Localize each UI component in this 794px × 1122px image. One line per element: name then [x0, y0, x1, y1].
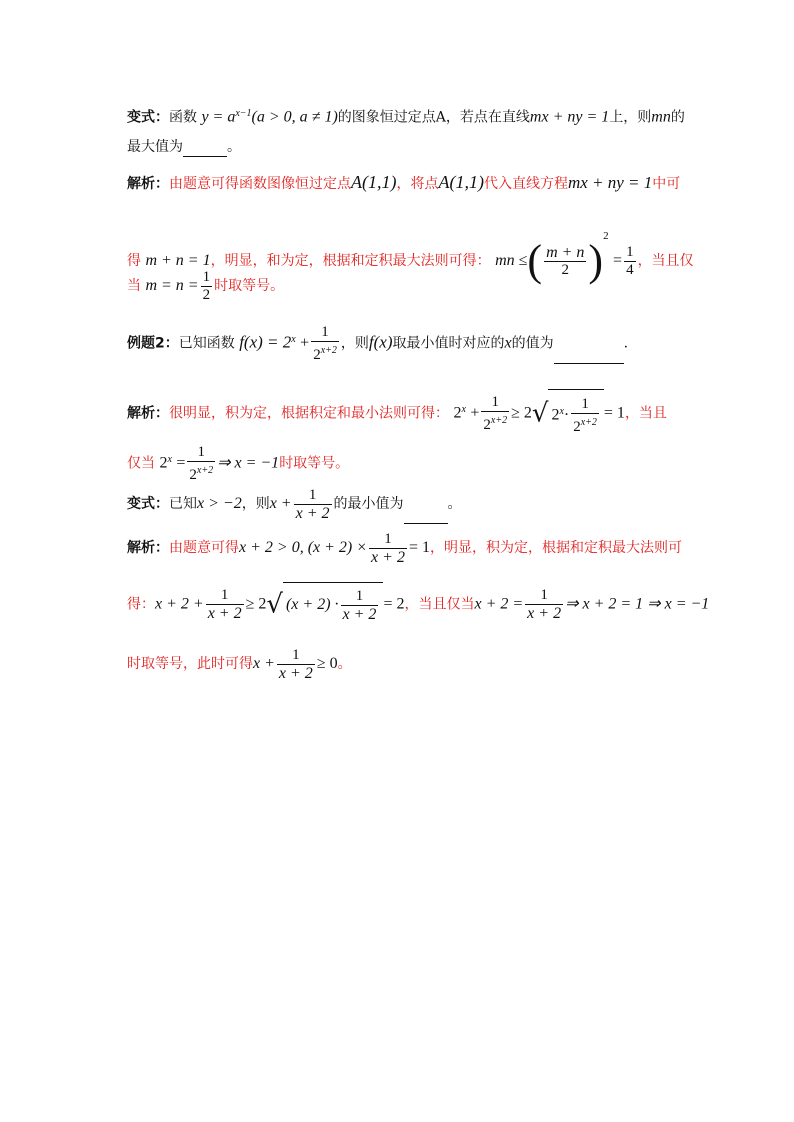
denominator: x + 2 — [371, 548, 405, 566]
den-base: 2 — [573, 418, 581, 435]
denominator: 2 — [202, 286, 211, 303]
numerator: 1 — [384, 530, 392, 547]
numerator: 1 — [540, 587, 548, 603]
fraction — [624, 244, 636, 279]
fx: f(x) — [368, 332, 393, 352]
text: 由题意可得 — [169, 540, 239, 556]
text: 已知函数 — [178, 335, 235, 352]
numerator: m + n — [546, 243, 585, 261]
text: ，当且仅 — [637, 253, 694, 269]
solution-line3 — [127, 266, 284, 306]
numerator: 1 — [321, 323, 329, 340]
text: ，当且 — [624, 405, 667, 422]
exponent: 2 — [603, 230, 609, 242]
numerator: 1 — [308, 486, 317, 503]
fraction — [187, 444, 215, 484]
den-exponent: x+2 — [580, 416, 597, 428]
sqrt-icon: √ — [531, 398, 549, 429]
ge-zero: ≥ 0 — [316, 655, 338, 672]
text: 取最小值时对应的 — [392, 335, 505, 352]
example2-question — [127, 320, 628, 364]
numerator: 1 — [581, 395, 589, 412]
text: ，明显，和为定，根据和定积最大法则可得： — [210, 253, 491, 269]
fraction — [571, 396, 599, 436]
solution3-line3 — [127, 644, 352, 684]
text: 的图象恒过定点A，若点在直线 — [337, 109, 530, 126]
solution-line1 — [127, 172, 680, 194]
term: 2 — [159, 454, 168, 472]
fraction — [294, 487, 332, 522]
text: 。 — [227, 139, 241, 155]
denominator — [311, 341, 339, 364]
exponent: x — [291, 334, 296, 345]
den-base: 2 — [483, 416, 491, 433]
text: 最大值为 — [127, 139, 183, 155]
implication: ⇒ x = −1 — [217, 454, 280, 472]
text: 时取等号。 — [214, 278, 285, 294]
solution-label: 解析： — [127, 540, 169, 556]
fraction — [481, 394, 509, 434]
answer-blank — [183, 142, 227, 157]
numerator: 1 — [197, 443, 205, 460]
ge-two: ≥ 2 — [245, 595, 267, 613]
denominator: x + 2 — [342, 605, 377, 623]
exponent: x — [559, 406, 564, 418]
dot: · — [563, 406, 570, 424]
den-base: 2 — [313, 346, 321, 363]
solution2-line1 — [127, 388, 667, 438]
text: 函数 — [169, 109, 197, 126]
expression: x + — [269, 495, 292, 512]
term: 2 — [453, 404, 462, 422]
fraction — [525, 587, 563, 622]
x-var: x — [504, 334, 512, 352]
text: ，则 — [340, 335, 369, 352]
variant-label: 变式： — [127, 496, 169, 512]
text: 时取等号，此时可得 — [127, 656, 253, 672]
fraction — [369, 531, 407, 566]
denominator — [481, 411, 509, 434]
radicand — [283, 582, 383, 627]
inequality: mn ≤ — [495, 252, 528, 269]
denominator — [187, 461, 215, 484]
text: ，当且仅当 — [404, 596, 475, 613]
fraction — [311, 324, 339, 364]
equals: = — [176, 454, 186, 472]
text: 已知 — [169, 496, 197, 512]
text: 的值为 — [511, 335, 554, 352]
denominator: 4 — [626, 261, 634, 278]
mn: mn — [651, 108, 671, 126]
answer-blank — [404, 509, 448, 524]
plus: + — [470, 404, 480, 422]
variant-question-line2 — [127, 137, 241, 157]
text: ，将点 — [396, 176, 439, 192]
exponent: x — [167, 454, 172, 465]
text: 由题意可得函数图像恒过定点 — [169, 176, 351, 192]
den-exponent: x+2 — [320, 344, 337, 356]
numerator: 1 — [355, 587, 364, 604]
variant-label: 变式： — [127, 109, 169, 126]
text: 。 — [337, 656, 352, 672]
point-a: A(1,1) — [351, 172, 397, 192]
condition: (a > 0, a ≠ 1) — [251, 108, 338, 126]
radicand — [548, 389, 603, 438]
exponent: x — [461, 404, 466, 415]
line-equation: mx + ny = 1 — [567, 173, 653, 192]
den-exponent: x+2 — [490, 414, 508, 426]
fraction — [341, 588, 379, 623]
formula: y = a — [201, 108, 236, 126]
function: f(x) = 2 — [239, 332, 292, 352]
answer-blank — [554, 349, 624, 364]
den-base: 2 — [189, 466, 197, 483]
variant2-question — [127, 484, 462, 524]
denominator: x + 2 — [278, 664, 313, 682]
text: 的最小值为 — [333, 496, 404, 512]
text: 的 — [670, 109, 685, 126]
numerator: 1 — [220, 587, 229, 603]
numerator: 1 — [491, 393, 499, 410]
text: 。 — [447, 496, 462, 512]
expression: x + — [253, 655, 275, 672]
text: 得 — [127, 253, 141, 269]
sqrt-icon: √ — [266, 589, 283, 620]
equals-two: = 2 — [383, 595, 405, 613]
denominator: x + 2 — [207, 605, 242, 622]
denominator: 2 — [544, 261, 586, 279]
text: 上，则 — [609, 109, 652, 126]
denominator — [571, 413, 599, 436]
equals: = — [613, 252, 623, 269]
left-paren: ( — [527, 236, 543, 285]
example-label: 例题2： — [127, 335, 179, 352]
solution-label: 解析： — [127, 405, 169, 422]
equation: m = n = — [145, 277, 199, 294]
fraction — [201, 269, 213, 304]
numerator: 1 — [292, 646, 300, 663]
plus: + — [300, 334, 310, 352]
implication: ⇒ x + 2 = 1 ⇒ x = −1 — [565, 595, 710, 613]
point-a-2: A(1,1) — [438, 172, 484, 192]
numerator: 1 — [202, 268, 211, 285]
text: 很明显，积为定，根据积定和最小法则可得： — [169, 405, 449, 422]
denominator: x + 2 — [295, 504, 330, 522]
denominator: x + 2 — [527, 605, 562, 622]
text: . — [623, 335, 629, 352]
text: 代入直线方程 — [483, 176, 568, 192]
exponent: x−1 — [235, 108, 252, 119]
factor: (x + 2) · — [285, 596, 339, 613]
expression: x + 2 = — [474, 595, 524, 613]
text: 得： — [127, 596, 155, 613]
text: 时取等号。 — [279, 455, 350, 472]
condition: x > −2 — [197, 495, 242, 512]
solution3-line2 — [127, 582, 709, 627]
text: ，则 — [241, 496, 270, 512]
ge-two: ≥ 2 — [511, 404, 532, 422]
text: 仅当 — [127, 455, 155, 472]
solution3-line1 — [127, 528, 682, 568]
den-exponent: x+2 — [196, 464, 214, 476]
text: 当 — [127, 278, 141, 294]
solution2-line2 — [127, 440, 349, 484]
fraction — [544, 244, 586, 279]
variant-question-line1 — [127, 104, 685, 128]
fraction — [277, 647, 315, 682]
base: 2 — [551, 406, 560, 424]
solution-label: 解析： — [127, 176, 169, 192]
line-equation: mx + ny = 1 — [529, 108, 610, 126]
text: ，明显，积为定，根据和定积最大法则可 — [429, 540, 682, 556]
equals-one: = 1 — [408, 539, 430, 556]
equals-one: = 1 — [603, 404, 625, 422]
sum-equation: m + n = 1 — [145, 252, 211, 269]
expression: x + 2 > 0, (x + 2) × — [239, 539, 368, 556]
right-paren: ) — [588, 236, 604, 285]
text: 中可 — [652, 176, 681, 192]
numerator: 1 — [626, 243, 634, 260]
expression: x + 2 + — [155, 595, 204, 613]
fraction — [206, 587, 244, 622]
